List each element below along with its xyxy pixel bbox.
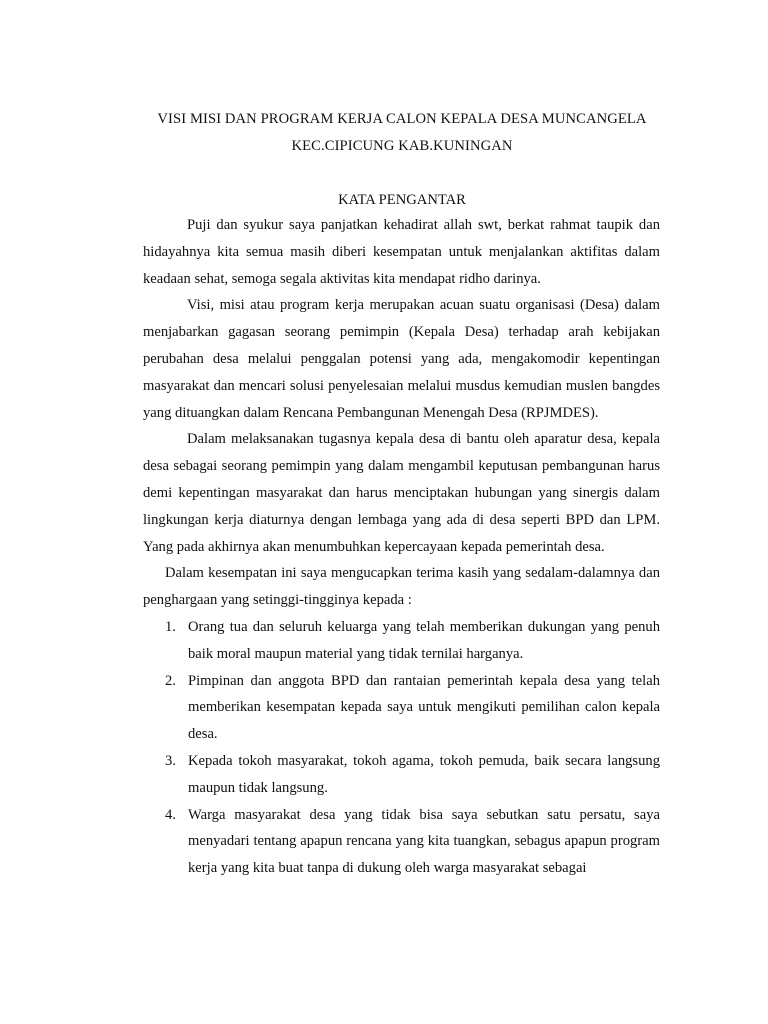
list-item bbox=[165, 668, 660, 748]
list-item-text: Pimpinan dan anggota BPD dan rantaian pemerintah kepala desa yang telah memberikan kesempatan kepada saya untuk mengikuti pemilihan calon kepala desa. bbox=[188, 672, 660, 743]
list-item-number: 2. bbox=[165, 672, 176, 689]
list-item bbox=[165, 802, 660, 882]
list-item-text: Orang tua dan seluruh keluarga yang telah memberikan dukungan yang penuh baik moral maupun material yang tidak ternilai harganya. bbox=[188, 618, 660, 662]
list-item bbox=[165, 614, 660, 668]
list-item-number: 4. bbox=[165, 806, 176, 823]
document-title bbox=[0, 106, 768, 160]
paragraph-3: Dalam melaksanakan tugasnya kepala desa di bantu oleh aparatur desa, kepala desa sebagai seorang pemimpin yang dalam mengambil keputusan pembangunan harus demi kepentingan masyarakat dan harus menciptakan hubungan yang sinergis dalam lingkungan kerja diaturnya dengan lembaga yang ada di desa seperti BPD dan LPM. Yang pada akhirnya akan menumbuhkan kepercayaan kepada pemerintah desa. bbox=[143, 431, 660, 555]
list-item-number: 3. bbox=[165, 752, 176, 769]
title-line-1: VISI MISI DAN PROGRAM KERJA CALON KEPALA DESA MUNCANGELA bbox=[157, 111, 647, 127]
list-item-number: 1. bbox=[165, 618, 176, 635]
list-item bbox=[165, 748, 660, 802]
paragraph-1: Puji dan syukur saya panjatkan kehadirat allah swt, berkat rahmat taupik dan hidayahnya kita semua masih diberi kesempatan untuk menjalankan aktifitas dalam keadaan sehat, semoga segala aktivitas kita mendapat ridho darinya. bbox=[143, 217, 660, 287]
paragraph-4: Dalam kesempatan ini saya mengucapkan terima kasih yang sedalam-dalamnya dan penghargaan yang setinggi-tingginya kepada : bbox=[143, 565, 660, 609]
document-body bbox=[143, 212, 660, 882]
paragraph-2: Visi, misi atau program kerja merupakan acuan suatu organisasi (Desa) dalam menjabarkan gagasan seorang pemimpin (Kepala Desa) terhadap arah kebijakan perubahan desa melalui penggalan potensi yang ada, mengakomodir kepentingan masyarakat dan mencari solusi penyelesaian melalui musdus kemudian muslen bangdes yang dituangkan dalam Rencana Pembangunan Menengah Desa (RPJMDES). bbox=[143, 297, 660, 421]
acknowledgement-list bbox=[143, 614, 660, 882]
title-line-2: KEC.CIPICUNG KAB.KUNINGAN bbox=[291, 138, 513, 154]
list-item-text: Kepada tokoh masyarakat, tokoh agama, tokoh pemuda, baik secara langsung maupun tidak langsung. bbox=[188, 752, 660, 796]
list-item-text: Warga masyarakat desa yang tidak bisa saya sebutkan satu persatu, saya menyadari tentang apapun rencana yang kita tuangkan, sebagus apapun program kerja yang kita buat tanpa di dukung oleh warga masyarakat sebagai bbox=[188, 806, 660, 877]
section-heading: KATA PENGANTAR bbox=[338, 192, 466, 208]
